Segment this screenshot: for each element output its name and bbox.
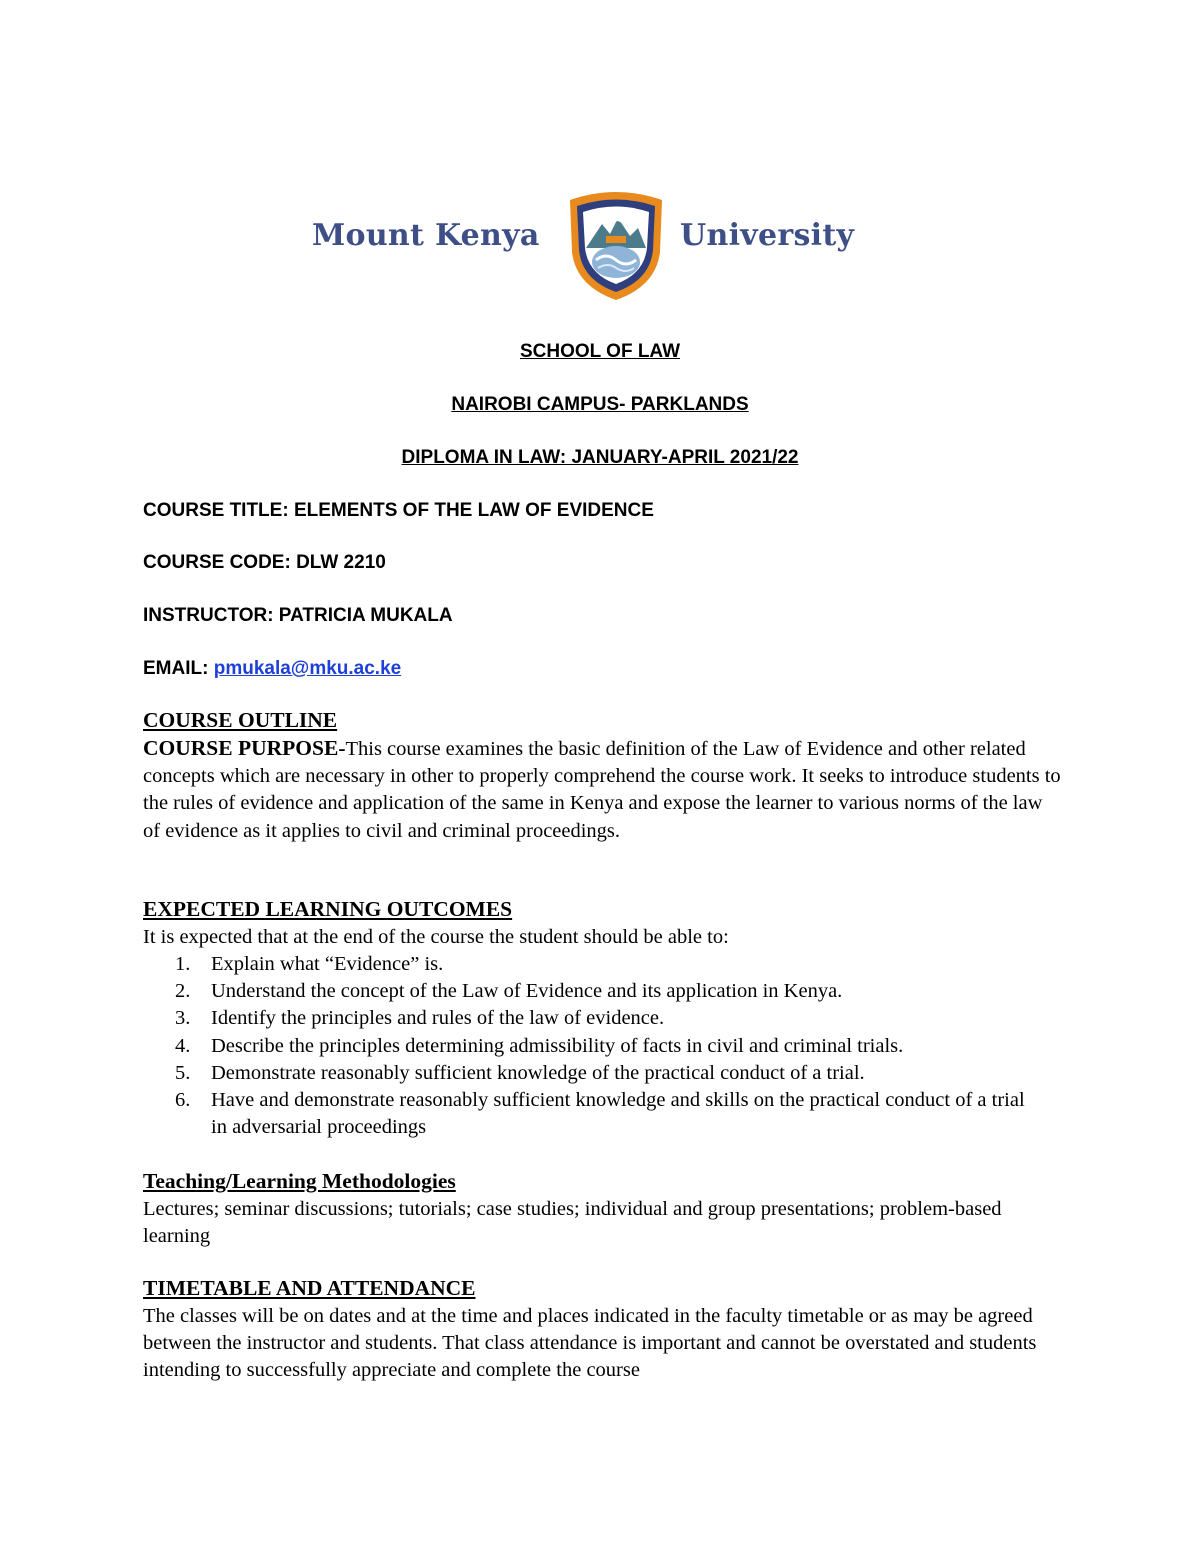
course-purpose-paragraph xyxy=(143,735,1063,845)
methodologies-heading: Teaching/Learning Methodologies xyxy=(143,1169,456,1193)
email-link[interactable]: pmukala@mku.ac.ke xyxy=(213,658,402,679)
program-heading: DIPLOMA IN LAW: JANUARY-APRIL 2021/22 xyxy=(401,447,799,468)
list-item xyxy=(143,1087,1043,1141)
course-purpose-text: This course examines the basic definition of the Law of Evidence and other related concepts which are necessary in other to properly comprehend the course work. It seeks to introduce students to the rules of evidence and application of the same in Kenya and expose the learner to various norms of the law of evidence as it applies to civil and criminal proceedings. xyxy=(143,738,1061,842)
list-item-number: 4. xyxy=(175,1034,191,1057)
list-item-number: 1. xyxy=(175,953,191,975)
list-item-text: Understand the concept of the Law of Evidence and its application in Kenya. xyxy=(211,980,843,1003)
learning-outcomes-intro: It is expected that at the end of the course the student should be able to: xyxy=(143,926,729,948)
list-item-text: Have and demonstrate reasonably sufficient knowledge and skills on the practical conduct of a trial in adversarial proceedings xyxy=(211,1089,1025,1139)
timetable-text: The classes will be on dates and at the time and places indicated in the faculty timetable or as may be agreed between the instructor and students. That class attendance is important and cannot be overstated and students intending to successfully appreciate and complete the course xyxy=(143,1305,1037,1382)
course-purpose-label: COURSE PURPOSE- xyxy=(143,736,346,760)
list-item xyxy=(143,1005,1043,1032)
list-item xyxy=(143,1033,1043,1060)
list-item-number: 6. xyxy=(175,1089,191,1112)
learning-outcomes-heading: EXPECTED LEARNING OUTCOMES xyxy=(143,897,513,921)
course-outline-heading: COURSE OUTLINE xyxy=(143,708,338,732)
list-item-text: Identify the principles and rules of the law of evidence. xyxy=(211,1007,665,1030)
course-title: COURSE TITLE: ELEMENTS OF THE LAW OF EVIDENCE xyxy=(143,500,654,521)
timetable-heading: TIMETABLE AND ATTENDANCE xyxy=(143,1276,476,1300)
list-item xyxy=(143,1060,1043,1087)
university-logo xyxy=(312,190,860,305)
learning-outcomes-list xyxy=(143,951,1043,1141)
list-item-number: 2. xyxy=(175,980,191,1003)
methodologies-text: Lectures; seminar discussions; tutorials; case studies; individual and group presentations; problem-based learning xyxy=(143,1198,1002,1248)
list-item-text: Describe the principles determining admissibility of facts in civil and criminal trials. xyxy=(211,1034,904,1057)
list-item xyxy=(143,951,1043,978)
email-line xyxy=(143,658,401,680)
campus-heading: NAIROBI CAMPUS- PARKLANDS xyxy=(451,394,749,415)
list-item-text: Demonstrate reasonably sufficient knowledge of the practical conduct of a trial. xyxy=(211,1061,865,1084)
school-heading: SCHOOL OF LAW xyxy=(519,341,681,362)
email-label: EMAIL: xyxy=(143,658,214,679)
logo-wordmark-left: Mount Kenya xyxy=(312,218,540,253)
list-item xyxy=(143,978,1043,1005)
logo-wordmark-right: University xyxy=(680,218,855,253)
university-crest-icon xyxy=(564,190,668,302)
course-code: COURSE CODE: DLW 2210 xyxy=(143,552,386,573)
list-item-number: 3. xyxy=(175,1007,191,1030)
list-item-text: Explain what “Evidence” is. xyxy=(211,953,444,975)
instructor-name: INSTRUCTOR: PATRICIA MUKALA xyxy=(143,605,453,626)
list-item-number: 5. xyxy=(175,1061,191,1084)
